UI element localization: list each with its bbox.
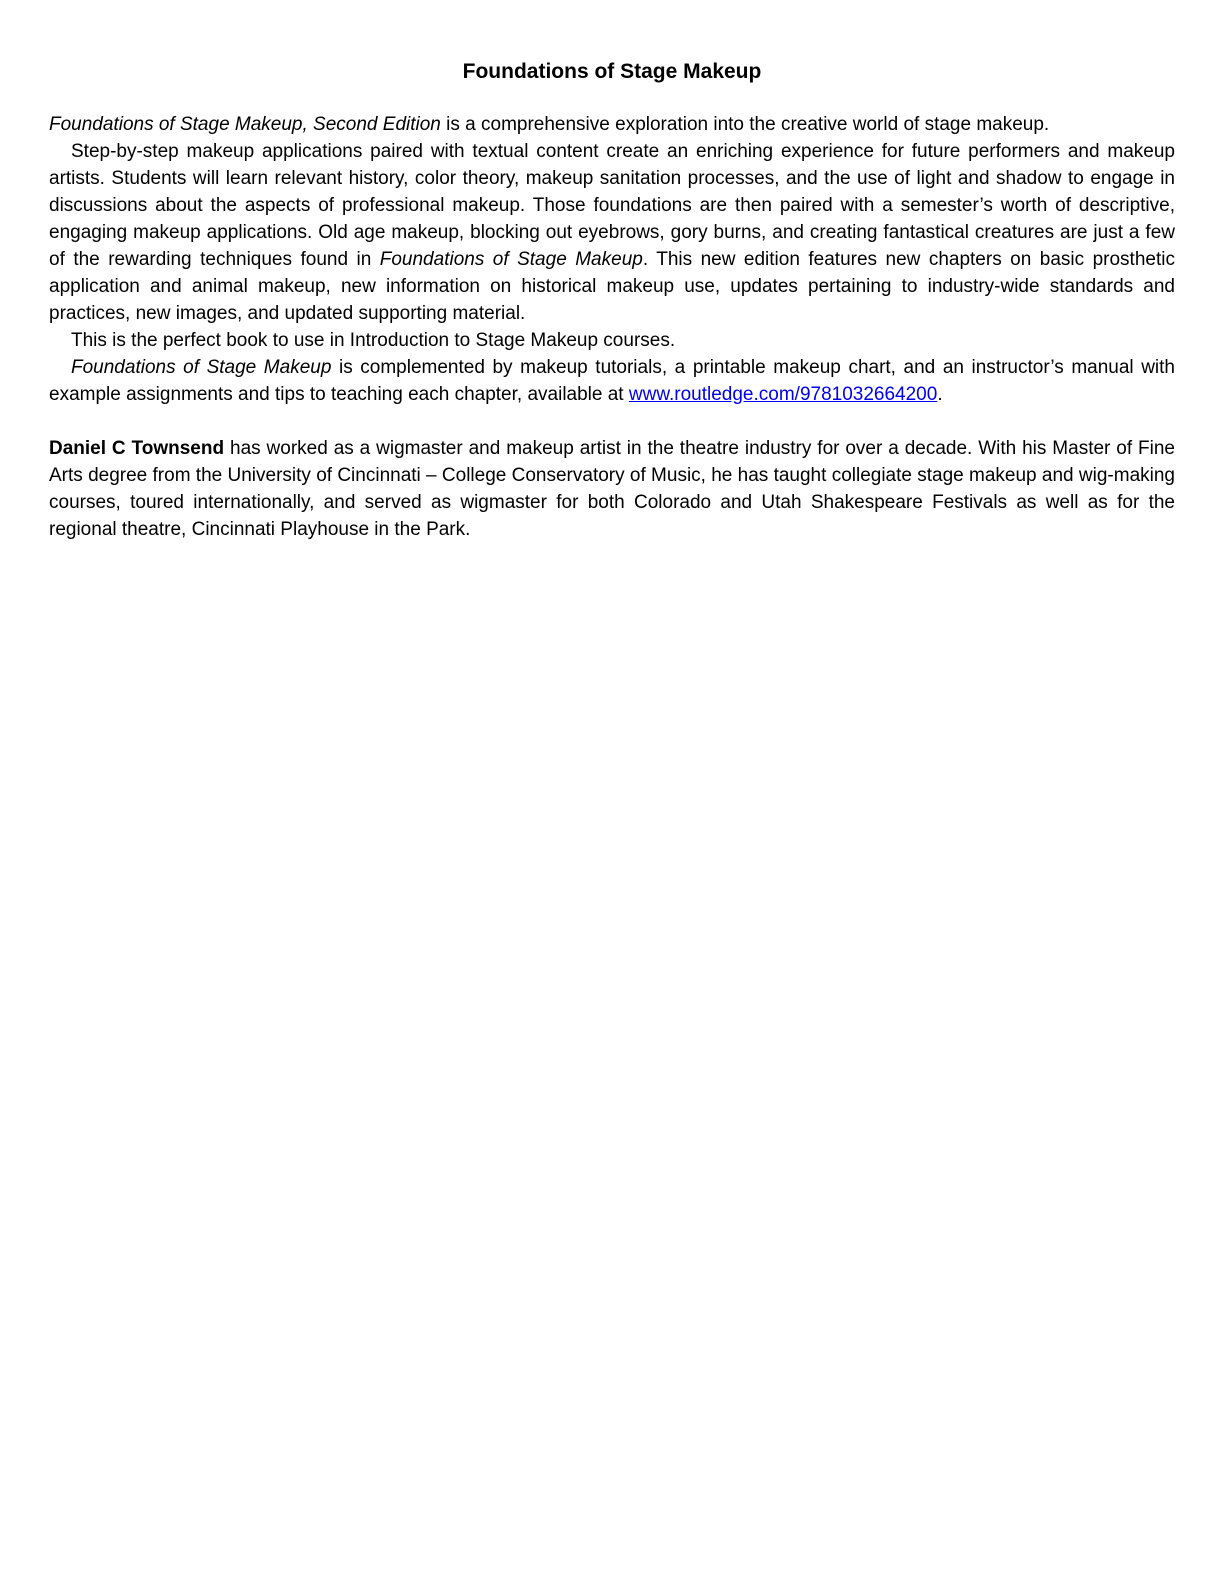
paragraph-supplements [49,354,1175,408]
paragraph-supplements-text-2: . [937,384,943,405]
book-title-italic: Foundations of Stage Makeup [379,249,643,270]
paragraph-author-bio-text: has worked as a wigmaster and makeup artist in the theatre industry for over a decade. With his Master of Fine Arts degree from the University of Cincinnati – College Conservatory of Music, he has taught collegiate stage makeup and wig-making courses, toured internationally, and served as wigmaster for both Colorado and Utah Shakespeare Festivals as well as for the regional theatre, Cincinnati Playhouse in the Park. [49,438,1175,540]
author-name-bold: Daniel C Townsend [49,438,225,459]
book-edition-title-italic: Foundations of Stage Makeup, Second Edition [49,114,441,135]
paragraph-perfect-book [49,327,1175,354]
paragraph-overview-text-2: . This new edition features new chapters on basic prosthetic application and animal makeup, new information on historical makeup use, updates pertaining to industry-wide standards and practices, new images, and updated supporting material. [49,249,1175,324]
paragraph-intro-text: is a comprehensive exploration into the creative world of stage makeup. [440,114,1050,135]
book-title-italic-2: Foundations of Stage Makeup [71,357,332,378]
paragraph-overview [49,138,1175,327]
paragraph-perfect-book-text: This is the perfect book to use in Introduction to Stage Makeup courses. [71,330,676,351]
paragraph-author-bio [49,435,1175,543]
document-title-text: Foundations of Stage Makeup [462,60,762,83]
routledge-link[interactable]: www.routledge.com/9781032664200 [628,384,938,405]
paragraph-overview-text-1: Step-by-step makeup applications paired with textual content create an enriching experience for future performers and makeup artists. Students will learn relevant history, color theory, makeup sanitation processes, and the use of light and shadow to engage in discussions about the aspects of professional makeup. Those foundations are then paired with a semester’s worth of descriptive, engaging makeup applications. Old age makeup, blocking out eyebrows, gory burns, and creating fantastical creatures are just a few of the rewarding techniques found in [49,141,1175,270]
paragraph-supplements-text-1: is complemented by makeup tutorials, a printable makeup chart, and an instructor’s manual with example assignments and tips to teaching each chapter, available at [49,357,1175,405]
document-title [49,58,1175,85]
paragraph-intro [49,111,1175,138]
